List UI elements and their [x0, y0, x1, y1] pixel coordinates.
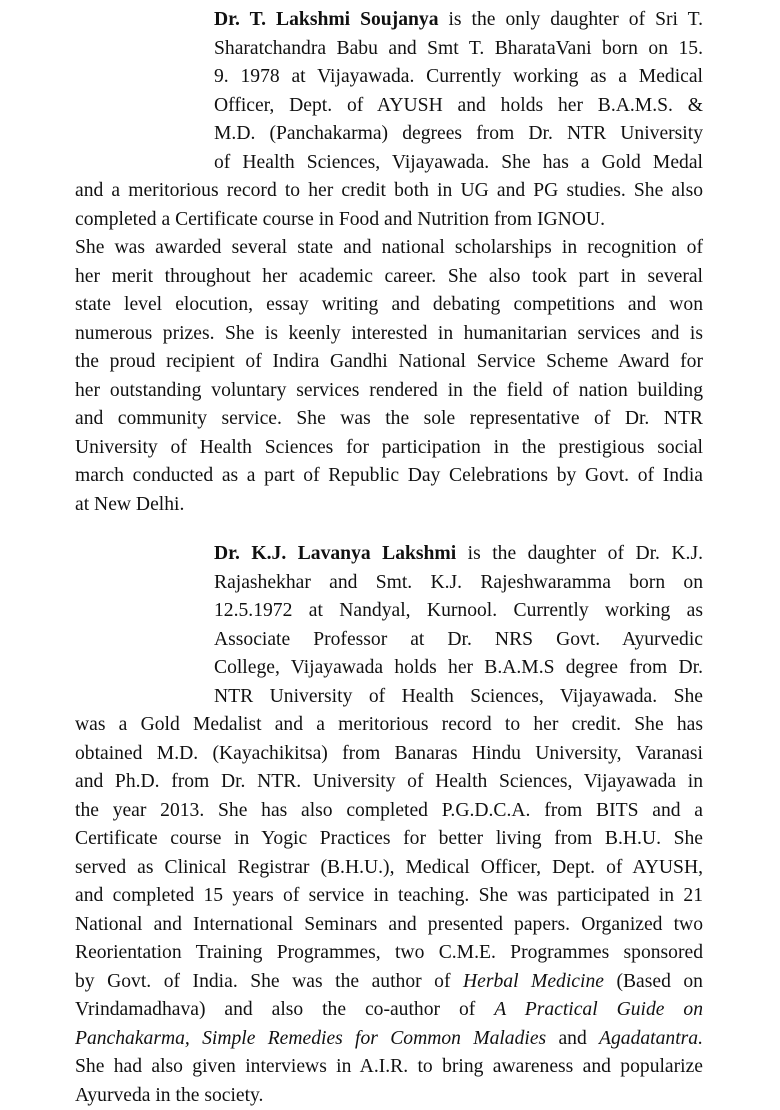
book-title: Herbal Medicine	[463, 971, 604, 992]
bio-line: 12.5.1972 at Nandyal, Kurnool. Currently working as	[75, 597, 703, 626]
bio-line: 9. 1978 at Vijayawada. Currently working as a Medical	[75, 63, 703, 92]
bio-line: Associate Professor at Dr. NRS Govt. Ayurvedic	[75, 626, 703, 655]
bio-line: served as Clinical Registrar (B.H.U.), Medical Officer, Dept. of AYUSH,	[75, 854, 703, 883]
bio-line: University of Health Sciences for participation in the prestigious social	[75, 434, 703, 463]
bio-line: state level elocution, essay writing and debating competitions and won	[75, 291, 703, 320]
bio-line: College, Vijayawada holds her B.A.M.S degree from Dr.	[75, 654, 703, 683]
bio-line: numerous prizes. She is keenly interested in humanitarian services and is	[75, 320, 703, 349]
book-title: A Practical Guide on	[494, 999, 703, 1020]
bio-line: completed a Certificate course in Food and Nutrition from IGNOU.	[75, 206, 703, 235]
bio-line: and Ph.D. from Dr. NTR. University of Health Sciences, Vijayawada in	[75, 768, 703, 797]
book-title: Agadatantra.	[599, 1028, 703, 1049]
bio-line: Certificate course in Yogic Practices for better living from B.H.U. She	[75, 825, 703, 854]
bio-line: of Health Sciences, Vijayawada. She has a Gold Medal	[75, 149, 703, 178]
bio-line: was a Gold Medalist and a meritorious record to her credit. She has	[75, 711, 703, 740]
bio-line: at New Delhi.	[75, 491, 703, 520]
bio-line: her outstanding voluntary services rendered in the field of nation building	[75, 377, 703, 406]
bio-lavanya-lakshmi	[75, 540, 703, 1110]
bio-line: NTR University of Health Sciences, Vijayawada. She	[75, 683, 703, 712]
bio-line: She was awarded several state and national scholarships in recognition of	[75, 234, 703, 263]
bio-line: Dr. T. Lakshmi Soujanya is the only daughter of Sri T.	[75, 6, 703, 35]
bio-line: Reorientation Training Programmes, two C.M.E. Programmes sponsored	[75, 939, 703, 968]
bio-line: M.D. (Panchakarma) degrees from Dr. NTR University	[75, 120, 703, 149]
book-title: Panchakarma, Simple Remedies for Common Maladies	[75, 1028, 546, 1049]
bio-line: obtained M.D. (Kayachikitsa) from Banaras Hindu University, Varanasi	[75, 740, 703, 769]
bio-line: Officer, Dept. of AYUSH and holds her B.A.M.S. &	[75, 92, 703, 121]
bio-line: and community service. She was the sole representative of Dr. NTR	[75, 405, 703, 434]
bio-line: the year 2013. She has also completed P.G.D.C.A. from BITS and a	[75, 797, 703, 826]
bio-line: march conducted as a part of Republic Day Celebrations by Govt. of India	[75, 462, 703, 491]
bio-line: Ayurveda in the society.	[75, 1082, 703, 1110]
bio-line: and completed 15 years of service in teaching. She was participated in 21	[75, 882, 703, 911]
bio-line: Vrindamadhava) and also the co-author of A Practical Guide on	[75, 996, 703, 1025]
bio-line: Dr. K.J. Lavanya Lakshmi is the daughter of Dr. K.J.	[75, 540, 703, 569]
bio-line: Rajashekhar and Smt. K.J. Rajeshwaramma born on	[75, 569, 703, 598]
bio-line: Panchakarma, Simple Remedies for Common Maladies and Agadatantra.	[75, 1025, 703, 1054]
author-name: Dr. T. Lakshmi Soujanya	[214, 9, 439, 30]
bio-line: her merit throughout her academic career. She also took part in several	[75, 263, 703, 292]
author-name: Dr. K.J. Lavanya Lakshmi	[214, 543, 456, 564]
bio-line: National and International Seminars and presented papers. Organized two	[75, 911, 703, 940]
bio-line: Sharatchandra Babu and Smt T. BharataVani born on 15.	[75, 35, 703, 64]
bio-line: and a meritorious record to her credit both in UG and PG studies. She also	[75, 177, 703, 206]
bio-line: by Govt. of India. She was the author of Herbal Medicine (Based on	[75, 968, 703, 997]
bio-lakshmi-soujanya	[75, 6, 703, 519]
bio-line: She had also given interviews in A.I.R. to bring awareness and popularize	[75, 1053, 703, 1082]
bio-line: the proud recipient of Indira Gandhi National Service Scheme Award for	[75, 348, 703, 377]
